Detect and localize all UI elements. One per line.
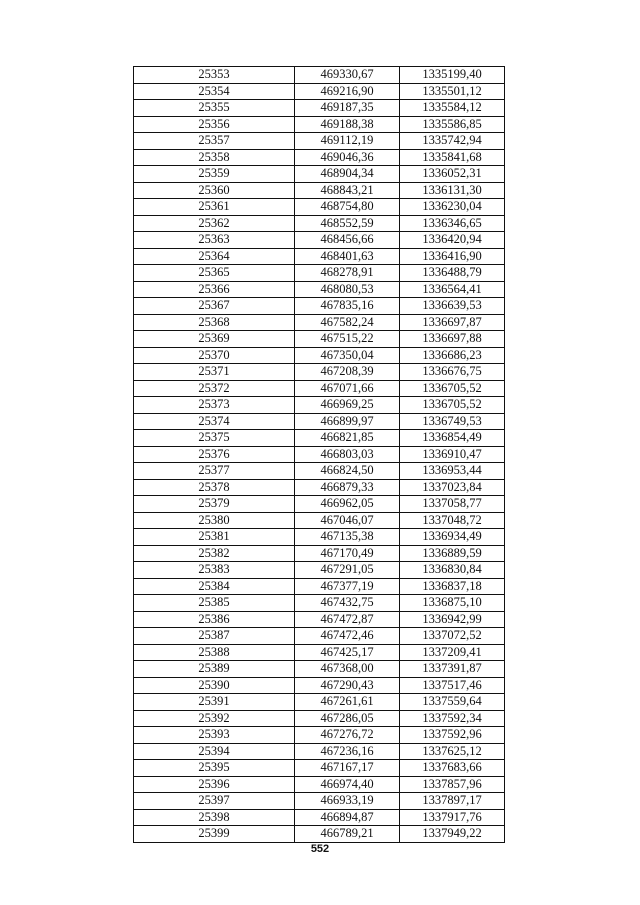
table-row bbox=[134, 661, 505, 678]
table-row bbox=[134, 694, 505, 711]
y-coordinate-cell: 1336934,49 bbox=[400, 529, 505, 546]
point-number-cell: 25356 bbox=[134, 116, 295, 133]
x-coordinate-cell: 467071,66 bbox=[295, 380, 400, 397]
point-number-cell: 25377 bbox=[134, 463, 295, 480]
y-coordinate-cell: 1336749,53 bbox=[400, 413, 505, 430]
point-number-cell: 25386 bbox=[134, 611, 295, 628]
y-coordinate-cell: 1337048,72 bbox=[400, 512, 505, 529]
point-number-cell: 25370 bbox=[134, 347, 295, 364]
x-coordinate-cell: 468843,21 bbox=[295, 182, 400, 199]
x-coordinate-cell: 466803,03 bbox=[295, 446, 400, 463]
point-number-cell: 25372 bbox=[134, 380, 295, 397]
point-number-cell: 25394 bbox=[134, 743, 295, 760]
table-row bbox=[134, 83, 505, 100]
table-row bbox=[134, 166, 505, 183]
table-row bbox=[134, 826, 505, 843]
x-coordinate-cell: 466974,40 bbox=[295, 776, 400, 793]
y-coordinate-cell: 1337559,64 bbox=[400, 694, 505, 711]
table-row bbox=[134, 331, 505, 348]
point-number-cell: 25391 bbox=[134, 694, 295, 711]
table-row bbox=[134, 364, 505, 381]
x-coordinate-cell: 467432,75 bbox=[295, 595, 400, 612]
y-coordinate-cell: 1336488,79 bbox=[400, 265, 505, 282]
x-coordinate-cell: 467276,72 bbox=[295, 727, 400, 744]
table-row bbox=[134, 595, 505, 612]
point-number-cell: 25357 bbox=[134, 133, 295, 150]
y-coordinate-cell: 1337857,96 bbox=[400, 776, 505, 793]
x-coordinate-cell: 466879,33 bbox=[295, 479, 400, 496]
table-row bbox=[134, 413, 505, 430]
x-coordinate-cell: 469188,38 bbox=[295, 116, 400, 133]
point-number-cell: 25362 bbox=[134, 215, 295, 232]
point-number-cell: 25355 bbox=[134, 100, 295, 117]
table-row bbox=[134, 149, 505, 166]
y-coordinate-cell: 1336564,41 bbox=[400, 281, 505, 298]
y-coordinate-cell: 1337592,34 bbox=[400, 710, 505, 727]
x-coordinate-cell: 467472,46 bbox=[295, 628, 400, 645]
table-row bbox=[134, 182, 505, 199]
x-coordinate-cell: 468456,66 bbox=[295, 232, 400, 249]
y-coordinate-cell: 1336697,88 bbox=[400, 331, 505, 348]
table-row bbox=[134, 677, 505, 694]
table-row bbox=[134, 380, 505, 397]
table-row bbox=[134, 281, 505, 298]
table-row bbox=[134, 578, 505, 595]
point-number-cell: 25361 bbox=[134, 199, 295, 216]
x-coordinate-cell: 466933,19 bbox=[295, 793, 400, 810]
point-number-cell: 25368 bbox=[134, 314, 295, 331]
x-coordinate-cell: 467290,43 bbox=[295, 677, 400, 694]
x-coordinate-cell: 468401,63 bbox=[295, 248, 400, 265]
table-row bbox=[134, 727, 505, 744]
table-row bbox=[134, 215, 505, 232]
x-coordinate-cell: 469046,36 bbox=[295, 149, 400, 166]
point-number-cell: 25396 bbox=[134, 776, 295, 793]
y-coordinate-cell: 1336875,10 bbox=[400, 595, 505, 612]
table-row bbox=[134, 611, 505, 628]
y-coordinate-cell: 1337949,22 bbox=[400, 826, 505, 843]
point-number-cell: 25363 bbox=[134, 232, 295, 249]
point-number-cell: 25360 bbox=[134, 182, 295, 199]
x-coordinate-cell: 469330,67 bbox=[295, 67, 400, 84]
y-coordinate-cell: 1336942,99 bbox=[400, 611, 505, 628]
y-coordinate-cell: 1337023,84 bbox=[400, 479, 505, 496]
y-coordinate-cell: 1335841,68 bbox=[400, 149, 505, 166]
point-number-cell: 25376 bbox=[134, 446, 295, 463]
y-coordinate-cell: 1337517,46 bbox=[400, 677, 505, 694]
x-coordinate-cell: 467286,05 bbox=[295, 710, 400, 727]
y-coordinate-cell: 1337683,66 bbox=[400, 760, 505, 777]
x-coordinate-cell: 466899,97 bbox=[295, 413, 400, 430]
table-row bbox=[134, 644, 505, 661]
y-coordinate-cell: 1336889,59 bbox=[400, 545, 505, 562]
x-coordinate-cell: 467236,16 bbox=[295, 743, 400, 760]
point-number-cell: 25374 bbox=[134, 413, 295, 430]
point-number-cell: 25354 bbox=[134, 83, 295, 100]
table-row bbox=[134, 479, 505, 496]
point-number-cell: 25364 bbox=[134, 248, 295, 265]
y-coordinate-cell: 1336416,90 bbox=[400, 248, 505, 265]
x-coordinate-cell: 466821,85 bbox=[295, 430, 400, 447]
x-coordinate-cell: 467425,17 bbox=[295, 644, 400, 661]
x-coordinate-cell: 466894,87 bbox=[295, 809, 400, 826]
point-number-cell: 25358 bbox=[134, 149, 295, 166]
point-number-cell: 25385 bbox=[134, 595, 295, 612]
table-row bbox=[134, 248, 505, 265]
table-row bbox=[134, 133, 505, 150]
y-coordinate-cell: 1336230,04 bbox=[400, 199, 505, 216]
y-coordinate-cell: 1335586,85 bbox=[400, 116, 505, 133]
x-coordinate-cell: 467835,16 bbox=[295, 298, 400, 315]
y-coordinate-cell: 1336052,31 bbox=[400, 166, 505, 183]
x-coordinate-cell: 468754,80 bbox=[295, 199, 400, 216]
x-coordinate-cell: 467350,04 bbox=[295, 347, 400, 364]
y-coordinate-cell: 1336910,47 bbox=[400, 446, 505, 463]
x-coordinate-cell: 468278,91 bbox=[295, 265, 400, 282]
table-row bbox=[134, 760, 505, 777]
point-number-cell: 25381 bbox=[134, 529, 295, 546]
point-number-cell: 25384 bbox=[134, 578, 295, 595]
y-coordinate-cell: 1336705,52 bbox=[400, 397, 505, 414]
x-coordinate-cell: 467261,61 bbox=[295, 694, 400, 711]
y-coordinate-cell: 1337897,17 bbox=[400, 793, 505, 810]
table-row bbox=[134, 397, 505, 414]
point-number-cell: 25383 bbox=[134, 562, 295, 579]
point-number-cell: 25387 bbox=[134, 628, 295, 645]
table-row bbox=[134, 430, 505, 447]
table-row bbox=[134, 298, 505, 315]
x-coordinate-cell: 467167,17 bbox=[295, 760, 400, 777]
y-coordinate-cell: 1335742,94 bbox=[400, 133, 505, 150]
point-number-cell: 25366 bbox=[134, 281, 295, 298]
table-row bbox=[134, 776, 505, 793]
y-coordinate-cell: 1336676,75 bbox=[400, 364, 505, 381]
point-number-cell: 25398 bbox=[134, 809, 295, 826]
table-row bbox=[134, 100, 505, 117]
table-row bbox=[134, 562, 505, 579]
table-row bbox=[134, 232, 505, 249]
x-coordinate-cell: 469187,35 bbox=[295, 100, 400, 117]
table-row bbox=[134, 446, 505, 463]
y-coordinate-cell: 1336346,65 bbox=[400, 215, 505, 232]
point-number-cell: 25388 bbox=[134, 644, 295, 661]
y-coordinate-cell: 1337058,77 bbox=[400, 496, 505, 513]
point-number-cell: 25375 bbox=[134, 430, 295, 447]
point-number-cell: 25373 bbox=[134, 397, 295, 414]
table-row bbox=[134, 265, 505, 282]
table-row bbox=[134, 529, 505, 546]
y-coordinate-cell: 1335199,40 bbox=[400, 67, 505, 84]
table-row bbox=[134, 314, 505, 331]
y-coordinate-cell: 1336705,52 bbox=[400, 380, 505, 397]
table-row bbox=[134, 743, 505, 760]
x-coordinate-cell: 467472,87 bbox=[295, 611, 400, 628]
point-number-cell: 25380 bbox=[134, 512, 295, 529]
point-number-cell: 25359 bbox=[134, 166, 295, 183]
y-coordinate-cell: 1337625,12 bbox=[400, 743, 505, 760]
table-row bbox=[134, 710, 505, 727]
table-row bbox=[134, 463, 505, 480]
point-number-cell: 25378 bbox=[134, 479, 295, 496]
y-coordinate-cell: 1337917,76 bbox=[400, 809, 505, 826]
x-coordinate-cell: 469216,90 bbox=[295, 83, 400, 100]
point-number-cell: 25395 bbox=[134, 760, 295, 777]
y-coordinate-cell: 1336697,87 bbox=[400, 314, 505, 331]
y-coordinate-cell: 1337391,87 bbox=[400, 661, 505, 678]
table-row bbox=[134, 496, 505, 513]
table-row bbox=[134, 347, 505, 364]
y-coordinate-cell: 1337592,96 bbox=[400, 727, 505, 744]
point-number-cell: 25369 bbox=[134, 331, 295, 348]
x-coordinate-cell: 467170,49 bbox=[295, 545, 400, 562]
x-coordinate-cell: 468080,53 bbox=[295, 281, 400, 298]
x-coordinate-cell: 467515,22 bbox=[295, 331, 400, 348]
table-row bbox=[134, 512, 505, 529]
x-coordinate-cell: 466962,05 bbox=[295, 496, 400, 513]
point-number-cell: 25390 bbox=[134, 677, 295, 694]
x-coordinate-cell: 468904,34 bbox=[295, 166, 400, 183]
x-coordinate-cell: 467377,19 bbox=[295, 578, 400, 595]
x-coordinate-cell: 467208,39 bbox=[295, 364, 400, 381]
table-row bbox=[134, 199, 505, 216]
point-number-cell: 25389 bbox=[134, 661, 295, 678]
x-coordinate-cell: 466789,21 bbox=[295, 826, 400, 843]
table-row bbox=[134, 809, 505, 826]
point-number-cell: 25365 bbox=[134, 265, 295, 282]
x-coordinate-cell: 467368,00 bbox=[295, 661, 400, 678]
x-coordinate-cell: 467135,38 bbox=[295, 529, 400, 546]
coordinates-table-body bbox=[134, 67, 505, 843]
page-number: 552 bbox=[310, 843, 330, 855]
y-coordinate-cell: 1336686,23 bbox=[400, 347, 505, 364]
y-coordinate-cell: 1336953,44 bbox=[400, 463, 505, 480]
point-number-cell: 25382 bbox=[134, 545, 295, 562]
table-row bbox=[134, 67, 505, 84]
table-row bbox=[134, 793, 505, 810]
y-coordinate-cell: 1336837,18 bbox=[400, 578, 505, 595]
y-coordinate-cell: 1336830,84 bbox=[400, 562, 505, 579]
y-coordinate-cell: 1337209,41 bbox=[400, 644, 505, 661]
x-coordinate-cell: 467046,07 bbox=[295, 512, 400, 529]
point-number-cell: 25393 bbox=[134, 727, 295, 744]
y-coordinate-cell: 1336420,94 bbox=[400, 232, 505, 249]
point-number-cell: 25399 bbox=[134, 826, 295, 843]
table-row bbox=[134, 628, 505, 645]
point-number-cell: 25392 bbox=[134, 710, 295, 727]
table-row bbox=[134, 545, 505, 562]
point-number-cell: 25379 bbox=[134, 496, 295, 513]
x-coordinate-cell: 466824,50 bbox=[295, 463, 400, 480]
y-coordinate-cell: 1335584,12 bbox=[400, 100, 505, 117]
y-coordinate-cell: 1336639,53 bbox=[400, 298, 505, 315]
point-number-cell: 25367 bbox=[134, 298, 295, 315]
x-coordinate-cell: 467582,24 bbox=[295, 314, 400, 331]
y-coordinate-cell: 1336131,30 bbox=[400, 182, 505, 199]
table-row bbox=[134, 116, 505, 133]
point-number-cell: 25397 bbox=[134, 793, 295, 810]
x-coordinate-cell: 467291,05 bbox=[295, 562, 400, 579]
x-coordinate-cell: 468552,59 bbox=[295, 215, 400, 232]
coordinates-table bbox=[133, 66, 505, 843]
y-coordinate-cell: 1337072,52 bbox=[400, 628, 505, 645]
y-coordinate-cell: 1335501,12 bbox=[400, 83, 505, 100]
x-coordinate-cell: 469112,19 bbox=[295, 133, 400, 150]
point-number-cell: 25371 bbox=[134, 364, 295, 381]
point-number-cell: 25353 bbox=[134, 67, 295, 84]
x-coordinate-cell: 466969,25 bbox=[295, 397, 400, 414]
y-coordinate-cell: 1336854,49 bbox=[400, 430, 505, 447]
